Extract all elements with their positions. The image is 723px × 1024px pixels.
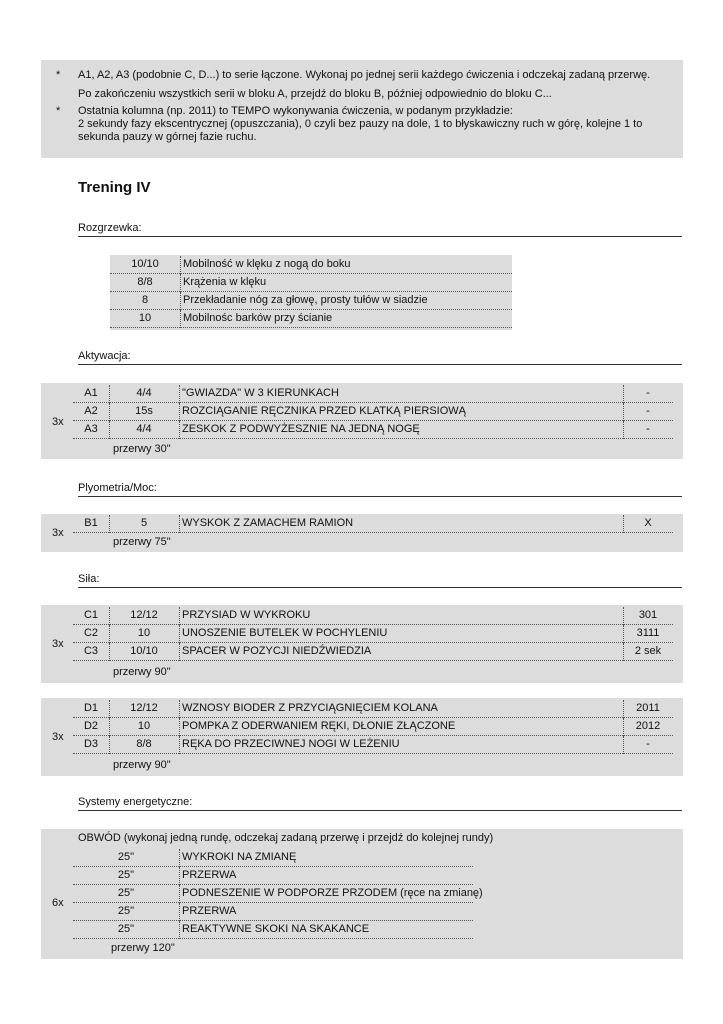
plyo-block bbox=[41, 514, 683, 552]
rest-text: przerwy 120" bbox=[111, 942, 175, 954]
note-line: A1, A2, A3 (podobnie C, D...) to serie łączone. Wykonaj po jednej serii każdego ćwiczenia i odczekaj zadaną przerwę. bbox=[78, 69, 651, 81]
tempo-cell: - bbox=[646, 423, 650, 435]
table-row bbox=[73, 515, 673, 533]
table-row bbox=[110, 256, 512, 274]
table-row bbox=[73, 885, 483, 903]
table-row bbox=[73, 403, 673, 421]
reps-cell: 10 bbox=[137, 720, 151, 732]
note-2 bbox=[78, 105, 678, 144]
exercise-cell: WZNOSY BIODER Z PRZYCIĄGNIĘCIEM KOLANA bbox=[182, 702, 438, 714]
note-bullet: * bbox=[56, 105, 61, 117]
exercise-cell: ZESKOK Z PODWYŻESZNIE NA JEDNĄ NOGĘ bbox=[182, 423, 420, 435]
reps-cell: 5 bbox=[140, 517, 148, 529]
time-cell: 25" bbox=[117, 923, 135, 935]
rest-text: przerwy 30" bbox=[113, 443, 171, 455]
id-cell: C3 bbox=[83, 645, 99, 657]
reps-cell: 15s bbox=[135, 405, 153, 417]
time-cell: 25" bbox=[117, 905, 135, 917]
id-cell: A2 bbox=[84, 405, 98, 417]
reps-cell: 4/4 bbox=[136, 423, 152, 435]
section-label-plyo: Plyometria/Moc: bbox=[78, 482, 682, 497]
reps-cell: 12/12 bbox=[130, 609, 158, 621]
rest-text: przerwy 75" bbox=[113, 536, 171, 548]
exercise-cell: SPACER W POZYCJI NIEDŹWIEDZIA bbox=[182, 645, 372, 657]
reps-cell: 8/8 bbox=[137, 276, 153, 288]
energy-block bbox=[41, 829, 683, 959]
time-cell: 25" bbox=[117, 887, 135, 899]
table-row bbox=[110, 274, 512, 292]
rest-text: przerwy 90" bbox=[113, 759, 171, 771]
tempo-cell: - bbox=[646, 738, 650, 750]
table-row bbox=[73, 607, 673, 625]
sets-count: 6x bbox=[52, 897, 64, 909]
tempo-cell: - bbox=[646, 405, 650, 417]
id-cell: B1 bbox=[84, 517, 98, 529]
exercise-cell: PRZERWA bbox=[182, 869, 237, 881]
notes-box bbox=[41, 60, 683, 158]
note-line: Ostatnia kolumna (np. 2011) to TEMPO wykonywania ćwiczenia, w podanym przykładzie: bbox=[78, 105, 513, 117]
table-row bbox=[73, 421, 673, 439]
table-row bbox=[110, 292, 512, 310]
exercise-cell: ROZCIĄGANIE RĘCZNIKA PRZED KLATKĄ PIERSIOWĄ bbox=[182, 405, 467, 417]
exercise-cell: UNOSZENIE BUTELEK W POCHYLENIU bbox=[182, 627, 388, 639]
id-cell: D2 bbox=[83, 720, 99, 732]
sets-count: 3x bbox=[52, 416, 64, 428]
note-line: sekunda pauzy w górnej fazie ruchu. bbox=[78, 131, 257, 143]
sets-count: 3x bbox=[52, 638, 64, 650]
section-label-energy: Systemy energetyczne: bbox=[78, 796, 682, 811]
reps-cell: 4/4 bbox=[136, 387, 152, 399]
exercise-cell: "GWIAZDA" W 3 KIERUNKACH bbox=[182, 387, 339, 399]
exercise-cell: Mobilnośc barków przy ścianie bbox=[183, 312, 333, 324]
reps-cell: 10/10 bbox=[131, 258, 159, 270]
note-bullet: * bbox=[56, 69, 61, 81]
tempo-cell: 2011 bbox=[636, 702, 660, 714]
exercise-cell: PRZERWA bbox=[182, 905, 237, 917]
section-label-activation: Aktywacja: bbox=[78, 350, 682, 365]
id-cell: A3 bbox=[84, 423, 98, 435]
time-cell: 25" bbox=[117, 851, 135, 863]
time-cell: 25" bbox=[117, 869, 135, 881]
note-line: Po zakończeniu wszystkich serii w bloku A, przejdź do bloku B, później odpowiednio do bloku C... bbox=[78, 88, 552, 100]
rest-text: przerwy 90" bbox=[113, 666, 171, 678]
exercise-cell: Krążenia w klęku bbox=[183, 276, 267, 288]
reps-cell: 8 bbox=[141, 294, 149, 306]
table-row bbox=[73, 700, 673, 718]
exercise-cell: RĘKA DO PRZECIWNEJ NOGI W LEŻENIU bbox=[182, 738, 400, 750]
section-label-warmup: Rozgrzewka: bbox=[78, 222, 682, 237]
id-cell: D1 bbox=[83, 702, 99, 714]
reps-cell: 10 bbox=[137, 627, 151, 639]
table-row bbox=[73, 903, 473, 921]
exercise-cell: Przekładanie nóg za głowę, prosty tułów w siadzie bbox=[183, 294, 428, 306]
exercise-cell: PRZYSIAD W WYKROKU bbox=[182, 609, 311, 621]
reps-cell: 10/10 bbox=[130, 645, 158, 657]
activation-block bbox=[41, 383, 683, 459]
sets-count: 3x bbox=[52, 731, 64, 743]
tempo-cell: 3111 bbox=[636, 627, 660, 639]
exercise-cell: WYKROKI NA ZMIANĘ bbox=[182, 851, 297, 863]
id-cell: C2 bbox=[83, 627, 99, 639]
exercise-cell: REAKTYWNE SKOKI NA SKAKANCE bbox=[182, 923, 370, 935]
id-cell: C1 bbox=[83, 609, 99, 621]
tempo-cell: 301 bbox=[638, 609, 658, 621]
circuit-title: OBWÓD (wykonaj jedną rundę, odczekaj zadaną przerwę i przejdź do kolejnej rundy) bbox=[78, 832, 494, 844]
warmup-table bbox=[110, 255, 512, 330]
id-cell: A1 bbox=[84, 387, 98, 399]
table-row bbox=[73, 867, 473, 885]
exercise-cell: PODNESZENIE W PODPORZE PRZODEM (ręce na zmianę) bbox=[182, 887, 483, 899]
note-1 bbox=[78, 69, 678, 101]
table-row bbox=[73, 718, 673, 736]
exercise-cell: Mobilność w klęku z nogą do boku bbox=[183, 258, 351, 270]
table-row bbox=[73, 643, 673, 661]
tempo-cell: 2 sek bbox=[634, 645, 662, 657]
strength-block-d bbox=[41, 698, 683, 776]
exercise-cell: WYSKOK Z ZAMACHEM RAMION bbox=[182, 517, 354, 529]
tempo-cell: X bbox=[644, 517, 652, 529]
tempo-cell: - bbox=[646, 387, 650, 399]
table-row bbox=[73, 385, 673, 403]
exercise-cell: POMPKA Z ODERWANIEM RĘKI, DŁONIE ZŁĄCZONE bbox=[182, 720, 456, 732]
sets-count: 3x bbox=[52, 527, 64, 539]
reps-cell: 10 bbox=[138, 312, 152, 324]
page-title: Trening IV bbox=[78, 179, 151, 196]
id-cell: D3 bbox=[83, 738, 99, 750]
section-label-strength: Siła: bbox=[78, 573, 682, 588]
table-row bbox=[73, 625, 673, 643]
tempo-cell: 2012 bbox=[635, 720, 661, 732]
table-row bbox=[73, 921, 473, 939]
table-row bbox=[73, 736, 673, 754]
reps-cell: 12/12 bbox=[130, 702, 158, 714]
strength-block-c bbox=[41, 605, 683, 683]
note-line: 2 sekundy fazy ekscentrycznej (opuszczania), 0 czyli bez pauzy na dole, 1 to błyskawiczny ruch w górę, kolejne 1 to bbox=[78, 118, 643, 130]
table-row bbox=[73, 849, 473, 867]
table-row bbox=[110, 310, 512, 328]
reps-cell: 8/8 bbox=[136, 738, 152, 750]
